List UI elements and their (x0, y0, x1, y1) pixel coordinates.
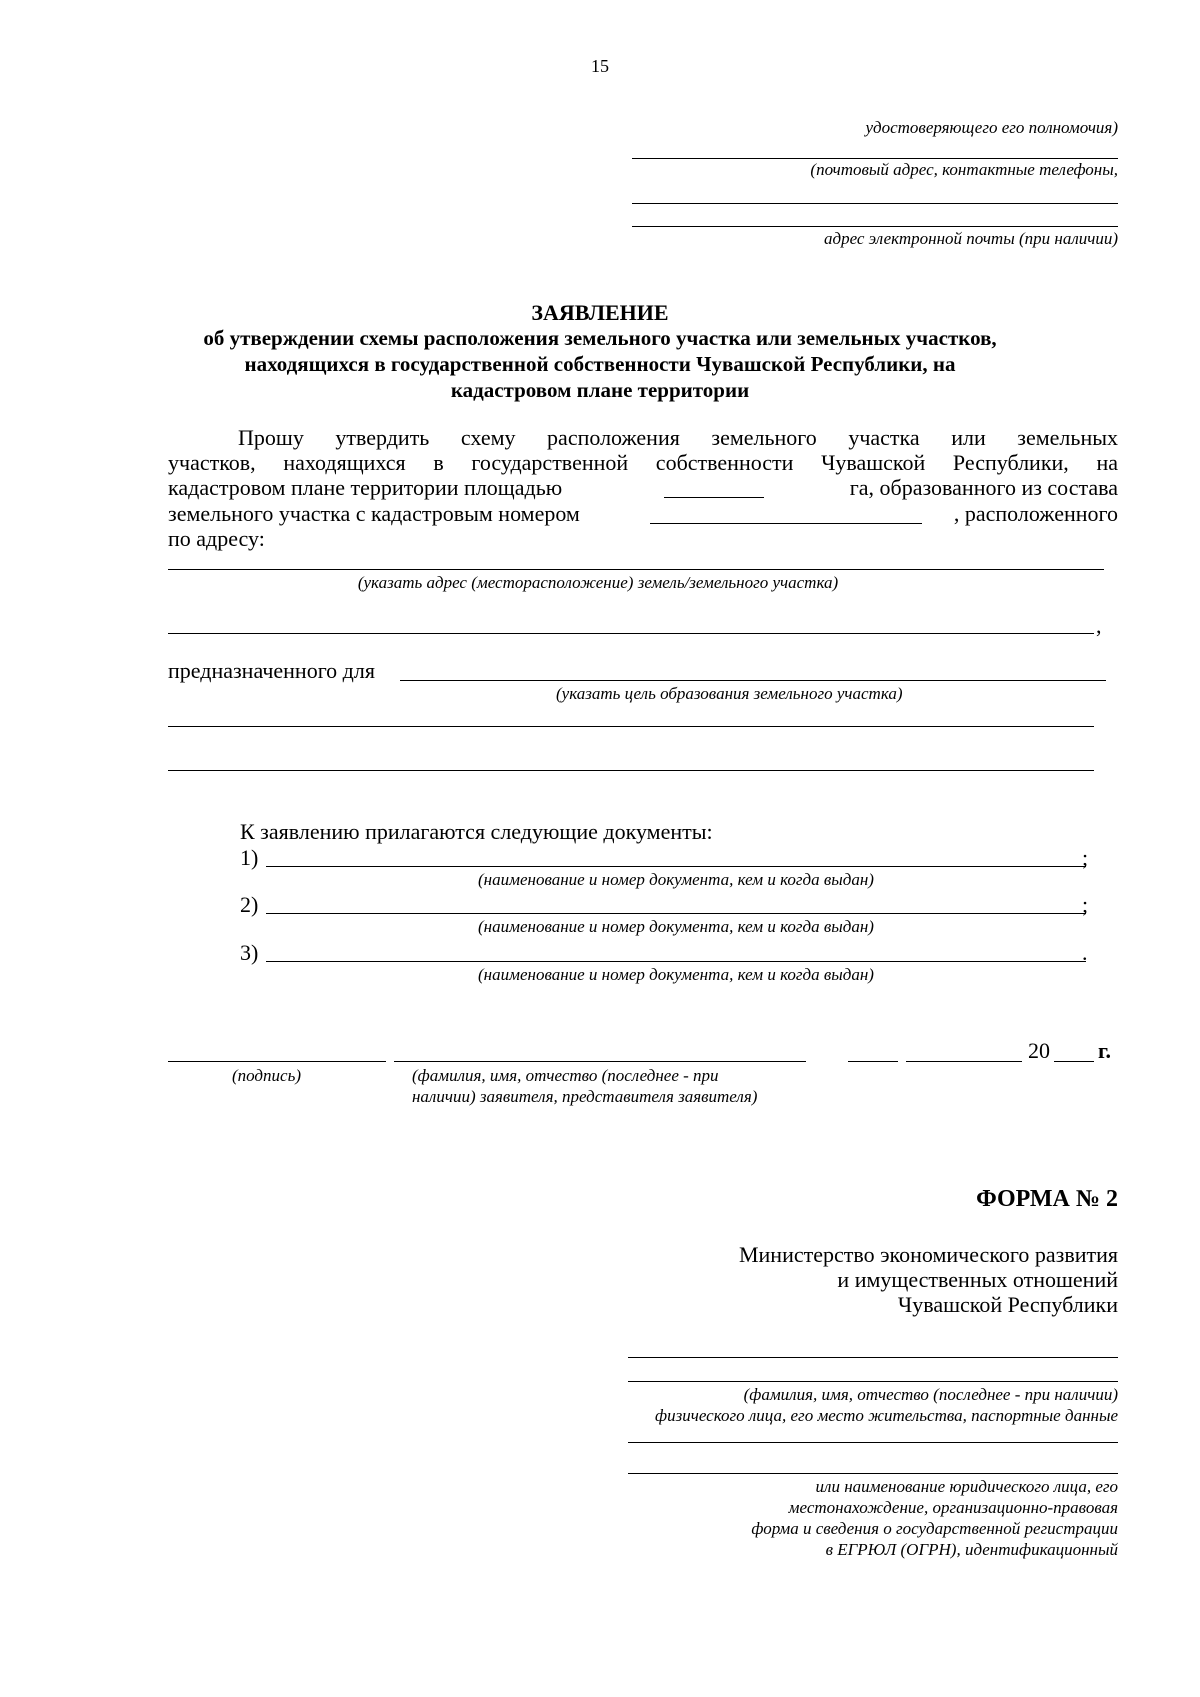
purpose-field-continued[interactable] (168, 770, 1094, 771)
body-line-3b: га, образованного из состава (849, 475, 1118, 500)
area-field[interactable] (664, 497, 764, 498)
address-field-continued[interactable] (168, 633, 1094, 634)
caption-address: (указать адрес (месторасположение) земель/земельного участка) (357, 573, 839, 592)
caption-postal: (почтовый адрес, контактные телефоны, (810, 160, 1118, 179)
attachment-end: . (1082, 940, 1088, 965)
title-line-1: об утверждении схемы расположения земельного участка или земельных участков, (203, 326, 997, 350)
fio-field[interactable] (394, 1061, 806, 1062)
recipient-line-2: и имущественных отношений (837, 1267, 1118, 1292)
attachment-field[interactable] (266, 961, 1086, 962)
caption-attachment: (наименование и номер документа, кем и когда выдан) (478, 917, 874, 936)
attachment-field[interactable] (266, 913, 1086, 914)
title-line-3: кадастровом плане территории (450, 378, 750, 402)
attachment-end: ; (1082, 892, 1089, 917)
caption-signature: (подпись) (232, 1066, 301, 1085)
caption-person-1: (фамилия, имя, отчество (последнее - при наличии) (743, 1385, 1118, 1404)
applicant-field[interactable] (628, 1442, 1118, 1443)
recipient-line-3: Чувашской Республики (897, 1292, 1118, 1317)
attachment-number: 1) (240, 845, 259, 870)
recipient-line-1: Министерство экономического развития (738, 1242, 1118, 1267)
caption-attachment: (наименование и номер документа, кем и когда выдан) (478, 965, 874, 984)
document-heading: ЗАЯВЛЕНИЕ (531, 300, 669, 325)
caption-fio-1: (фамилия, имя, отчество (последнее - при (412, 1066, 719, 1085)
caption-purpose: (указать цель образования земельного участка) (556, 684, 903, 703)
attachment-number: 2) (240, 892, 259, 917)
page-number: 15 (591, 56, 609, 76)
applicant-field[interactable] (628, 1473, 1118, 1474)
signature-field[interactable] (168, 1061, 386, 1062)
purpose-label: предназначенного для (168, 658, 375, 683)
purpose-field[interactable] (400, 680, 1106, 681)
attachment-number: 3) (240, 940, 259, 965)
year-suffix: г. (1098, 1038, 1112, 1063)
form-2-title: ФОРМА № 2 (976, 1186, 1118, 1212)
body-line-1: Прошу утвердить схему расположения земельного участка или земельных (238, 425, 1118, 450)
body-line-5: по адресу: (168, 526, 265, 551)
caption-email: адрес электронной почты (при наличии) (823, 229, 1118, 248)
caption-fio-2: наличии) заявителя, представителя заявителя) (412, 1087, 758, 1106)
fill-line[interactable] (632, 203, 1118, 204)
caption-org-2: местонахождение, организационно-правовая (788, 1498, 1118, 1517)
purpose-field-continued[interactable] (168, 726, 1094, 727)
caption-org-3: форма и сведения о государственной регистрации (751, 1519, 1118, 1538)
fill-line[interactable] (632, 226, 1118, 227)
caption-authority: удостоверяющего его полномочия) (865, 118, 1118, 137)
year-field[interactable] (1054, 1061, 1094, 1062)
caption-org-4: в ЕГРЮЛ (ОГРН), идентификационный (825, 1540, 1118, 1559)
caption-attachment: (наименование и номер документа, кем и когда выдан) (478, 870, 874, 889)
year-prefix: 20 (1028, 1038, 1050, 1063)
applicant-field[interactable] (628, 1357, 1118, 1358)
day-field[interactable] (848, 1061, 898, 1062)
attachment-field[interactable] (266, 866, 1086, 867)
address-comma: , (1096, 613, 1102, 638)
address-field[interactable] (168, 569, 1104, 570)
fill-line[interactable] (632, 158, 1118, 159)
cadastral-number-field[interactable] (650, 523, 922, 524)
month-field[interactable] (906, 1061, 1022, 1062)
caption-org-1: или наименование юридического лица, его (815, 1477, 1118, 1496)
caption-person-2: физического лица, его место жительства, паспортные данные (655, 1406, 1118, 1425)
applicant-field[interactable] (628, 1381, 1118, 1382)
body-line-2: участков, находящихся в государственной собственности Чувашской Республики, на (168, 450, 1118, 475)
attachments-intro: К заявлению прилагаются следующие документы: (240, 819, 713, 844)
body-line-4a: земельного участка с кадастровым номером (168, 501, 580, 526)
body-line-4b: , расположенного (953, 501, 1118, 526)
title-line-2: находящихся в государственной собственности Чувашской Республики, на (244, 352, 956, 376)
attachment-end: ; (1082, 845, 1089, 870)
body-line-3a: кадастровом плане территории площадью (168, 475, 563, 500)
